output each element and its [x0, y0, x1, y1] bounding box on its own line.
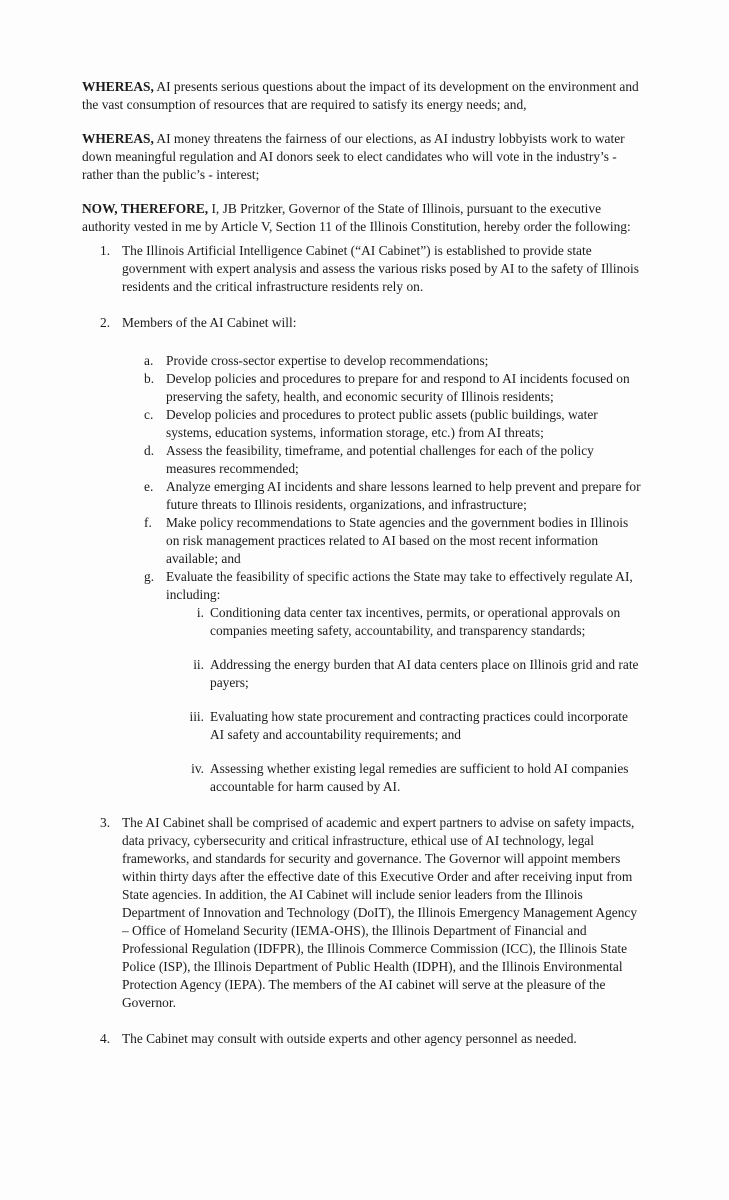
sub-sub-item-text: Conditioning data center tax incentives, permits, or operational approvals on companies meeting safety, accountability, and transparency standards; [210, 605, 621, 638]
sub-sub-item-ii [82, 656, 642, 692]
sub-item-letter: b. [144, 371, 155, 386]
whereas-lead: WHEREAS, [82, 131, 154, 146]
whereas-paragraph-2 [82, 130, 642, 184]
sub-sub-item-text: Evaluating how state procurement and contracting practices could incorporate AI safety and accountability requirements; and [210, 709, 628, 742]
sub-item-text: Develop policies and procedures to protect public assets (public buildings, water systems, education systems, information storage, etc.) from AI threats; [166, 407, 598, 440]
sub-item-letter: e. [144, 479, 154, 494]
sub-item-letter: d. [144, 443, 155, 458]
sub-item-text: Assess the feasibility, timeframe, and potential challenges for each of the policy measures recommended; [166, 443, 594, 476]
sub-item-text: Provide cross-sector expertise to develop recommendations; [166, 353, 489, 368]
whereas-text: AI money threatens the fairness of our elections, as AI industry lobbyists work to water down meaningful regulation and AI donors seek to elect candidates who will vote in the industry’s - rather than the public’s - interest; [82, 131, 625, 182]
now-therefore-paragraph [82, 200, 642, 236]
item-text: The Illinois Artificial Intelligence Cabinet (“AI Cabinet”) is established to provide state government with expert analysis and assess the various risks posed by AI to the safety of Illinois residents and the critical infrastructure residents rely on. [122, 243, 639, 294]
whereas-paragraph-1 [82, 78, 642, 114]
order-item-2 [82, 314, 642, 332]
now-therefore-lead: NOW, THEREFORE, [82, 201, 209, 216]
sub-sub-item-text: Assessing whether existing legal remedies are sufficient to hold AI companies accountable for harm caused by AI. [210, 761, 629, 794]
item-number: 1. [100, 243, 111, 258]
sub-sub-item-iv [82, 760, 642, 796]
sub-sub-item-iii [82, 708, 642, 744]
sub-item-g [82, 568, 642, 604]
sub-item-text: Develop policies and procedures to prepare for and respond to AI incidents focused on preserving the safety, health, and economic security of Illinois residents; [166, 371, 630, 404]
whereas-lead: WHEREAS, [82, 79, 154, 94]
document-body [82, 78, 642, 1066]
sub-sub-item-numeral: iv. [191, 761, 204, 776]
sub-item-letter: a. [144, 353, 154, 368]
sub-item-text: Analyze emerging AI incidents and share lessons learned to help prevent and prepare for future threats to Illinois residents, organizations, and infrastructure; [166, 479, 641, 512]
sub-item-c [82, 406, 642, 442]
item-number: 4. [100, 1031, 111, 1046]
item-number: 3. [100, 815, 111, 830]
order-item-4 [82, 1030, 642, 1048]
sub-sub-item-numeral: i. [196, 605, 204, 620]
sub-item-text: Make policy recommendations to State agencies and the government bodies in Illinois on risk management practices related to AI based on the most recent information available; and [166, 515, 629, 566]
sub-sub-item-numeral: ii. [193, 657, 204, 672]
sub-item-letter: c. [144, 407, 154, 422]
sub-sub-item-text: Addressing the energy burden that AI data centers place on Illinois grid and rate payers; [210, 657, 639, 690]
whereas-text: AI presents serious questions about the impact of its development on the environment and the vast consumption of resources that are required to satisfy its energy needs; and, [82, 79, 639, 112]
sub-item-d [82, 442, 642, 478]
item-text: The Cabinet may consult with outside experts and other agency personnel as needed. [122, 1031, 577, 1046]
sub-item-letter: g. [144, 569, 155, 584]
order-item-3 [82, 814, 642, 1012]
order-item-1 [82, 242, 642, 296]
sub-item-f [82, 514, 642, 568]
item-text: Members of the AI Cabinet will: [122, 315, 297, 330]
sub-item-letter: f. [144, 515, 152, 530]
sub-item-a [82, 352, 642, 370]
sub-sub-item-numeral: iii. [189, 709, 204, 724]
item-text: The AI Cabinet shall be comprised of academic and expert partners to advise on safety impacts, data privacy, cybersecurity and critical infrastructure, ethical use of AI technology, legal frameworks, and standards for security and governance. The Governor will appoint members within thirty days after the effective date of this Executive Order and after receiving input from State agencies. In addition, the AI Cabinet will include senior leaders from the Illinois Department of Innovation and Technology (DoIT), the Illinois Emergency Management Agency – Office of Homeland Security (IEMA-OHS), the Illinois Department of Financial and Professional Regulation (IDFPR), the Illinois Commerce Commission (ICC), the Illinois State Police (ISP), the Illinois Department of Public Health (IDPH), and the Illinois Environmental Protection Agency (IEPA). The members of the AI cabinet will serve at the pleasure of the Governor. [122, 815, 638, 1010]
sub-sub-item-i [82, 604, 642, 640]
sub-item-b [82, 370, 642, 406]
sub-item-e [82, 478, 642, 514]
sub-item-text: Evaluate the feasibility of specific actions the State may take to effectively regulate AI, including: [166, 569, 633, 602]
now-therefore-text: I, JB Pritzker, Governor of the State of Illinois, pursuant to the executive authority vested in me by Article V, Section 11 of the Illinois Constitution, hereby order the following: [82, 201, 631, 234]
item-number: 2. [100, 315, 111, 330]
